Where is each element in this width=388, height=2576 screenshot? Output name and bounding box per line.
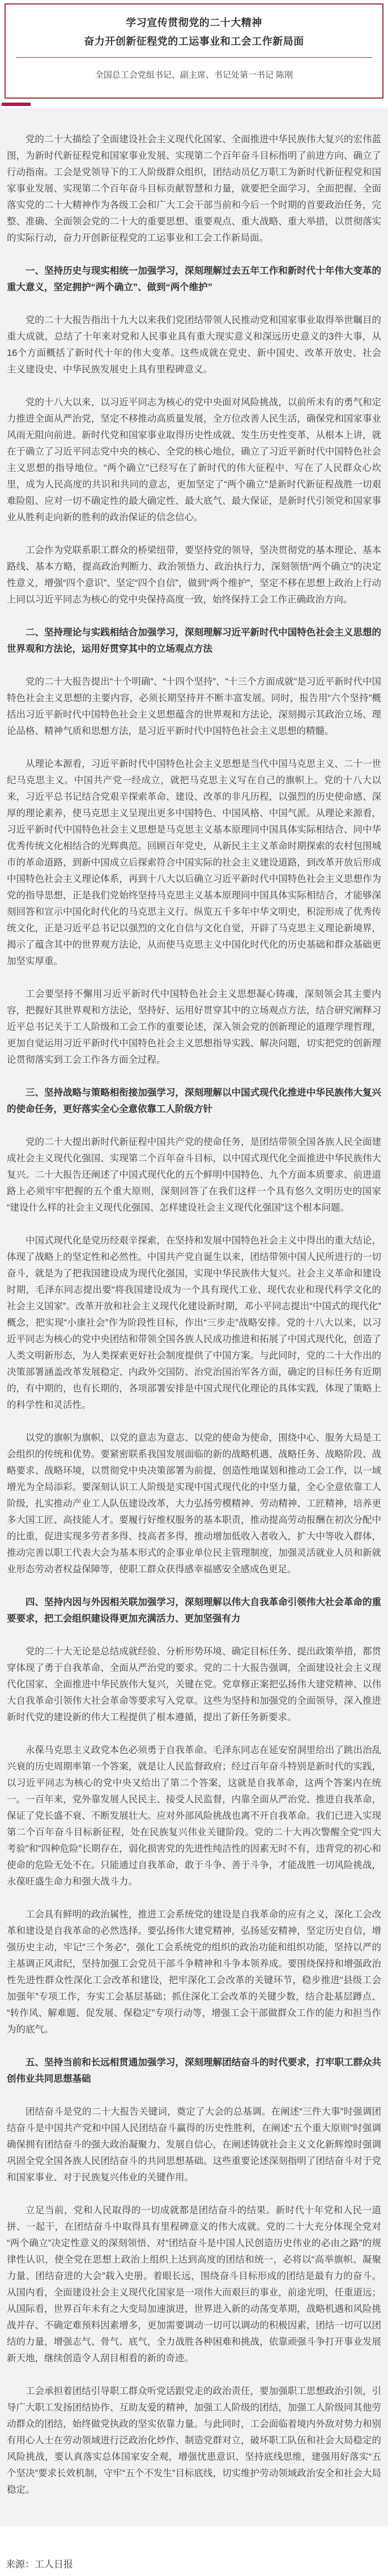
article-paragraph: 党的二十大无论是总结成就经验、分析形势环境、确定目标任务、提出政策举措，都贯穿体现了勇于自我革命、全面从严治党的要求。党的二十大报告强调，全面建设社会主义现代化国家、全面推进中华民族伟大复兴，关键在党。党章修正案把弘扬伟大建党精神、以伟大自我革命引领伟大社会革命等要求写入党章。这些为坚持和加强党的全面领导，深入推进新时代党的建设新的伟大工程提供了根本遵循，提出了新任务新要求。 [7,1646,381,1722]
article-paragraph: 永葆马克思主义政党本色必须勇于自我革命。毛泽东同志在延安窑洞里给出了跳出治乱兴衰的历史周期率第一个答案，就是让人民监督政府；经过百年奋斗特别是新时代的实践，以习近平同志为核心的党中央又给出了第二个答案，这就是自我革命，这两个答案内在统一。一百年来，党外靠发展人民民主、接受人民监督，内靠全面从严治党、推进自我革命，保证了党长盛不衰、不断发展壮大。应对外部风险挑战也离不开自我革命。我们已进入实现第二个百年奋斗目标新征程，处在民族复兴伟业关键阶段。党的二十大再次警醒全党“四大考验”和“四种危险”长期存在，弱化损害党的先进性纯洁性的因素无时不有，违背党的初心和使命的危险无处不在。只能通过自我革命，敢于斗争、善于斗争，才能战胜一切风险挑战，永葆旺盛生命力和强大战斗力。 [7,1745,381,1887]
article-paragraph: 党的二十大提出新时代新征程中国共产党的使命任务，是团结带领全国各族人民全面建成社会主义现代化强国、实现第二个百年奋斗目标，以中国式现代化全面推进中华民族伟大复兴。二十大报告还阐述了中国式现代化的五个鲜明中国特色、九个方面本质要求、前进道路上必须牢牢把握的五个重大原则，深刻回答了在我们这样一个具有悠久文明历史的国家“建设什么样的社会主义现代化强国、怎样建设社会主义现代化强国”这个根本问题。 [7,1137,381,1213]
section-heading: 一、坚持历史与现实相统一加强学习，深刻理解过去五年工作和新时代十年伟大变革的重大意义，坚定拥护“两个确立”、做到“两个维护” [7,266,381,292]
section-heading: 五、坚持当前和长远相贯通加强学习，深刻理解团结奋斗的时代要求，打牢职工群众共创伟业共同思想基础 [7,2057,381,2084]
article-paragraph: 中国式现代化是党历经艰辛探索，在坚持和发展中国特色社会主义中得出的重大结论，体现了战略上的坚定性和必然性。中国共产党自诞生以来，团结带领中国人民所进行的一切奋斗，就是为了把我国建设成为现代化强国，实现中华民族伟大复兴。社会主义革命和建设时期，毛泽东同志提出要“将我国建设成为一个具有现代工业、现代农业和现代科学文化的社会主义国家”。改革开放和社会主义现代化建设新时期，邓小平同志提出“中国式的现代化”概念，把实现“小康社会”作为阶段性目标，作出“三步走”战略安排。党的十八大以来，以习近平同志为核心的党中央团结和带领全国各族人民成功推进和拓展了中国式现代化，创造了人类文明新形态，为人类探索更好社会制度提供了中国方案。与此同时，党的二十大作出的决策部署涵盖改革发展稳定、内政外交国防、治党治国治军各方面，确定的目标任务有近期的，有中期的，也有长期的，各项部署安排是中国式现代化理论的具体实践，体现了策略上的科学性和灵活性。 [7,1236,381,1410]
section-heading: 四、坚持内因与外因相关联加强学习，深刻理解以伟大自我革命引领伟大社会革命的重要要求，把工会组织建设得更加充满活力、更加坚强有力 [7,1597,381,1624]
header-divider [16,57,372,58]
article-paragraph: 党的二十大描绘了全面建设社会主义现代化国家、全面推进中华民族伟大复兴的宏伟蓝图，为新时代新征程党和国家事业发展、实现第二个百年奋斗目标指明了前进方向、确立了行动指南。工会是党领导下的工人阶级群众组织，团结动员亿万职工为新时代新征程党和国家事业发展、实现第二个百年奋斗目标贡献智慧和力量，就要把全面学习、全面把握、全面落实党的二十大精神作为各级工会和广大工会干部当前和今后一个时期的首要政治任务，完整、准确、全面领会党的二十大的重要思想、重要观点、重大战略、重大举措，以贯彻落实的实际行动，奋力开创新征程党的工运事业和工会工作新局面。 [7,134,381,243]
article-title-line2: 奋力开创新征程党的工运事业和工会工作新局面 [84,36,304,47]
section-heading: 二、坚持理论与实践相结合加强学习，深刻理解习近平新时代中国特色社会主义思想的世界观和方法论，运用好贯穿其中的立场观点方法 [7,627,381,654]
article-byline: 全国总工会党组书记、副主席、书记处第一书记 陈刚 [95,70,293,80]
article-paragraph: 党的十八大以来，以习近平同志为核心的党中央面对风险挑战，以前所未有的勇气和定力推进全面从严治党，坚定不移推动高质量发展，全方位改善人民生活，确保党和国家事业风雨无阻向前进。新时代党和国家事业取得历史性成就、发生历史性变革，从根本上讲，就在于确立了习近平同志党中央的核心、全党的核心地位，确立了习近平新时代中国特色社会主义思想的指导地位。“两个确立”已经写在了新时代的伟大征程中、写在了人民群众心坎里，成为人民高度的共识和共同的意志，更加坚定了“两个确立”是新时代新征程战胜一切艰难险阻、应对一切不确定性的最大确定性、最大底气、最大保证，是新时代引领党和国家事业从胜利走向新的胜利的政治保证的信念信心。 [7,397,381,523]
section-heading: 三、坚持战略与策略相衔接加强学习，深刻理解以中国式现代化推进中华民族伟大复兴的使命任务，更好落实全心全意依靠工人阶级方针 [7,1088,381,1114]
article-page [0,3,388,2571]
source-line: 来源：工人日报 [6,2559,73,2570]
article-paragraph: 工会承担着团结引导职工群众听党话跟党走的政治责任，要加强职工思想政治引领，引导广大职工发扬团结协作、互助友爱的精神，加强工人阶级的团结，加强工人阶级同其他劳动群众的团结，始终做党执政的坚实依靠力量。与此同时，工会面临着境内外敌对势力和别有用心人士在劳动领域进行泛政治化炒作、制造党群对立，破坏职工队伍和社会大局稳定的风险挑战，要认真落实总体国家安全观，增强忧患意识、坚持底线思维，建强用好落实“五个坚决”要求长效机制，守牢“五个不发生”目标底线，切实维护劳动领域政治安全和社会大局稳定。 [7,2386,381,2495]
accent-bar [2,103,31,106]
article-paragraph: 党的二十大报告指出十九大以来我们党团结带领人民推动党和国家事业取得举世瞩目的重大成就，总结了十年来对党和人民事业具有重大现实意义和深远历史意义的3件大事，从16个方面概括了新时代十年的伟大变革。这些成就在党史、新中国史、改革开放史、社会主义建设史、中华民族发展史上具有里程碑意义。 [7,315,381,375]
article-paragraph: 团结奋斗是党的二十大报告关键词，奠定了大会的总基调。在阐述“三件大事”时强调团结奋斗是中国共产党和中国人民团结奋斗赢得的历史性胜利，在阐述“五个重大原则”时强调确保拥有团结奋斗的强大政治凝聚力、发展自信心，在阐述铸就社会主义文化新辉煌时强调巩固全党全国各族人民团结奋斗的共同思想基础。这些重要论述深刻指明了团结奋斗对于党和国家事业、对于民族复兴伟业的关键作用。 [7,2107,381,2183]
article-header [5,3,383,99]
article-paragraph: 工会作为党联系职工群众的桥梁纽带，要坚持党的领导，坚决贯彻党的基本理论、基本路线、基本方略，提高政治判断力、政治领悟力、政治执行力，深刻领悟“两个确立”的决定性意义，增强“四个意识”、坚定“四个自信”，做到“两个维护”，坚定不移在思想上政治上行动上同以习近平同志为核心的党中央保持高度一致，始终保持工会工作正确政治方向。 [7,545,381,605]
article-paragraph: 立足当前，党和人民取得的一切成就都是团结奋斗的结果。新时代十年党和人民一道拼、一起干，在团结奋斗中取得具有里程碑意义的伟大成就。党的二十大充分体现全党对“两个确立”决定性意义的深刻领悟、对“团结奋斗是中国人民创造历史伟业的必由之路”的规律性认识，使全党在思想上政治上组织上达到高度的团结和统一，必将以“高举旗帜、凝聚力量、团结奋进的大会”载入史册。着眼长远，围绕奋斗目标形成的团结是最有力的奋斗。从国内看，全面建设社会主义现代化国家是一项伟大而艰巨的事业，前途光明，任重道远；从国际看，世界百年未有之大变局加速演进，世界进入新的动荡变革期，战略机遇和风险挑战并存、不确定难预料因素增多，更加需要调动一切可以调动的积极因素，团结一切可以团结的力量，增强志气、骨气、底气，全力战胜各种困难和挑战，依靠顽强斗争打开事业发展新天地，继续创造令人刮目相看的新的奇迹。 [7,2205,381,2363]
article-paragraph: 工会要坚持不懈用习近平新时代中国特色社会主义思想凝心铸魂，深刻领会其主要内容，把握好其世界观和方法论，坚持好、运用好贯穿其中的立场观点方法，结合研究阐释习近平总书记关于工人阶级和工会工作的重要论述，深入领会党的创新理论的道理学理哲理，更加自觉运用习近平新时代中国特色社会主义思想指导实践、解决问题，切实把党的创新理论贯彻落实到工会工作各方面全过程。 [7,989,381,1065]
article-paragraph: 党的二十大报告提出“十个明确”、“十四个坚持”、“十三个方面成就”是习近平新时代中国特色社会主义思想的主要内容，必须长期坚持并不断丰富发展。同时，报告用“六个坚持”概括出习近平新时代中国特色社会主义思想蕴含的世界观和方法论，深刻揭示其政治立场、理论品格、精神气质和思想方法，是习近平新时代中国特色社会主义思想的精髓。 [7,677,381,736]
article-paragraph: 以党的旗帜为旗帜、以党的意志为意志、以党的使命为使命，围绕中心、服务大局是工会组织的传统和优势。要紧密联系我国发展面临的新的战略机遇、战略任务、战略阶段、战略要求、战略环境，以贯彻党中央决策部署为前提，创造性地谋划和推动工会工作，以一域增光为全局添彩。要深刻认识工人阶级是实现中国式现代化的中坚力量，全心全意依靠工人阶级，扎实推动产业工人队伍建设改革，大力弘扬劳模精神、劳动精神、工匠精神，培养更多大国工匠、高技能人才。要履行好维权服务的基本职责，推动提高劳动报酬在初次分配中的比重，促进实现多劳者多得、技高者多得，推动增加低收入者收入，扩大中等收入群体，推动完善以职工代表大会为基本形式的企事业单位民主管理制度，加强灵活就业人员和新就业形态劳动者权益保障等，使职工群众获得感幸福感安全感成色更足。 [7,1433,381,1575]
article-paragraph: 工会具有鲜明的政治属性，推进工会系统党的建设是自我革命的应有之义，深化工会改革和建设是自我革命的必然选择。要弘扬伟大建党精神，弘扬延安精神，坚定历史自信，增强历史主动，牢记“三个务必”，强化工会系统党的组织的政治功能和组织功能，坚持以严的主基调正风肃纪，坚持加强工会党员干部斗争精神和斗争本领养成。要围绕保持和增强政治性先进性群众性深化工会改革和建设，把牢深化工会改革的关键环节，稳步推进“县级工会加强年”专项工作，夯实工会基层基础；抓住深化工会改革的关键少数，结合赴基层蹲点、“转作风、解难题、促发展、保稳定”专项行动等，增强工会干部做群众工作的能力和担当作为的底气。 [7,1909,381,2035]
article-paragraph: 从理论本源看，习近平新时代中国特色社会主义思想是当代中国马克思主义、二十一世纪马克思主义。中国共产党一经成立，就把马克思主义写在自己的旗帜上。党的十八大以来，习近平总书记结合党艰辛探索革命、建设、改革的非凡历程，以强烈的历史使命感、深厚的理论素养，使马克思主义呈现出更多中国特色、中国风格、中国气派。从理论来源看，习近平新时代中国特色社会主义思想是马克思主义基本原理同中国具体实际相结合、同中华优秀传统文化相结合的光辉典范。回顾百年党史，从新民主主义革命时期探索的农村包围城市的革命道路，到新中国成立后探索符合中国实际的社会主义建设道路，到改革开放后形成中国特色社会主义理论体系，再到十八大以后确立习近平新时代中国特色社会主义思想作为党的指导思想，正是我们党始终坚持马克思主义基本原理同中国具体实际相结合，才能够深刻回答和宣示中国化时代化的马克思主义行。纵览五千多年中华文明史，积淀形成了优秀传统文化，正是习近平总书记以强烈的文化自信与文化自觉，开辟了马克思主义理论新境界，揭示了蕴含其中的世界观方法论，从而使马克思主义中国化时代化的历史基础和群众基础更加坚实厚重。 [7,759,381,966]
article-body [0,108,388,2527]
article-title-line1: 学习宣传贯彻党的二十大精神 [126,17,262,28]
